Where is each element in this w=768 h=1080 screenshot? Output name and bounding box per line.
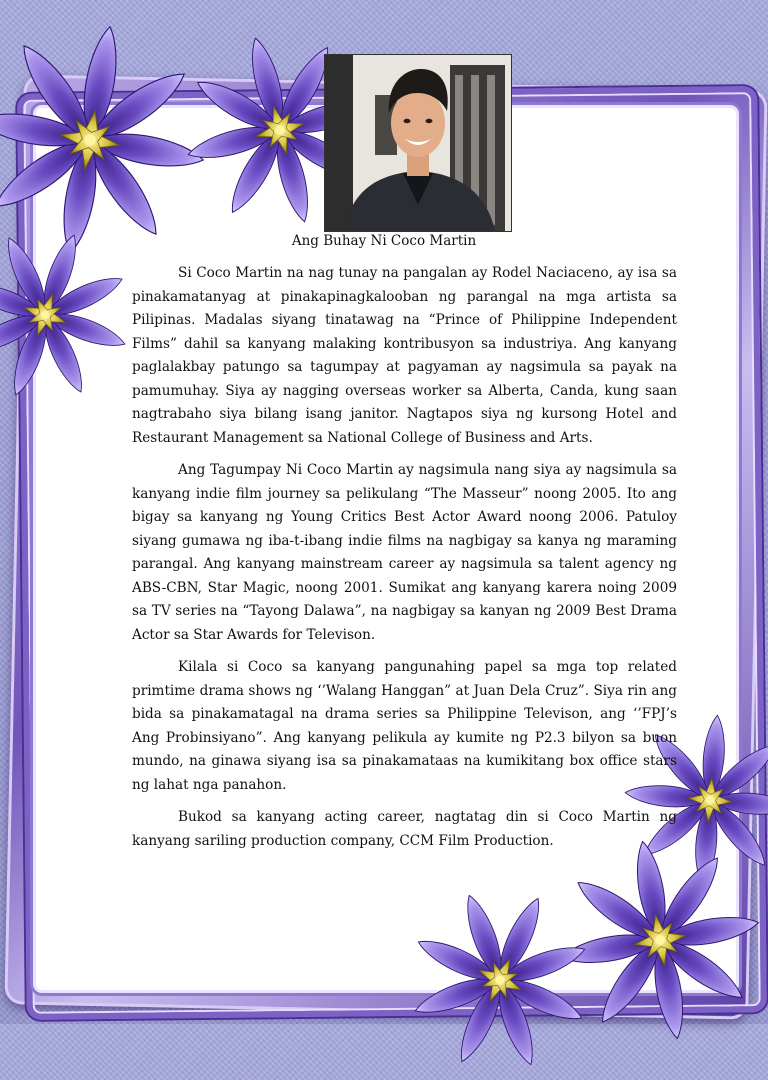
- paragraph-3: Kilala si Coco sa kanyang pangunahing papel sa mga top related primtime drama shows ng ‘’Walang Hanggan” at Juan Dela Cruz”. Siya rin ang bida sa pinakamatagal na drama series sa Philippine Televison, ang ‘’FPJ’s Ang Probinsiyano”. Ang kanyang pelikula ay kumite ng P2.3 bilyon sa buon mundo, na ginawa siyang isa sa pinakamataas na kumikitang box office stars ng lahat nga panahon.: [132, 659, 677, 793]
- paragraph-2: Ang Tagumpay Ni Coco Martin ay nagsimula nang siya ay nagsimula sa kanyang indie film journey sa pelikulang “The Masseur” noong 2005. Ito ang bigay sa kanyang ng Young Critics Best Actor Award noong 2006. Patuloy siyang gumawa ng iba-t-ibang indie films na nagbigay sa kanya ng maraming parangal. Ang kanyang mainstream career ay nagsimula sa talent agency ng ABS-CBN, Star Magic, noong 2001. Sumikat ang kanyang karera noing 2009 sa TV series na “Tayong Dalawa”, na nagbigay sa kanyan ng 2009 Best Drama Actor sa Star Awards for Televison.: [132, 462, 677, 643]
- portrait-photo: [324, 54, 512, 232]
- photo-caption: Ang Buhay Ni Coco Martin: [291, 233, 477, 249]
- paragraph-1: Si Coco Martin na nag tunay na pangalan ay Rodel Naciaceno, ay isa sa pinakamatanyag at pinakapinagkalooban ng parangal na mga artista sa Pilipinas. Madalas siyang tinatawag na “Prince of Philippine Independent Films” dahil sa kanyang malaking kontribusyon sa industriya. Ang kanyang paglalakbay patungo sa tagumpay at pagyaman ay nagsimula sa payak na pamumuhay. Siya ay nagging overseas worker sa Alberta, Canda, kung saan nagtrabaho siya bilang isang janitor. Nagtapos siya ng kursong Hotel and Restaurant Management sa National College of Business and Arts.: [132, 265, 677, 446]
- person-icon: [325, 55, 511, 231]
- article-body: [132, 262, 677, 862]
- flower-icon: [400, 880, 600, 1080]
- paragraph-4: Bukod sa kanyang acting career, nagtatag din si Coco Martin ng kanyang sariling production company, CCM Film Production.: [132, 809, 677, 849]
